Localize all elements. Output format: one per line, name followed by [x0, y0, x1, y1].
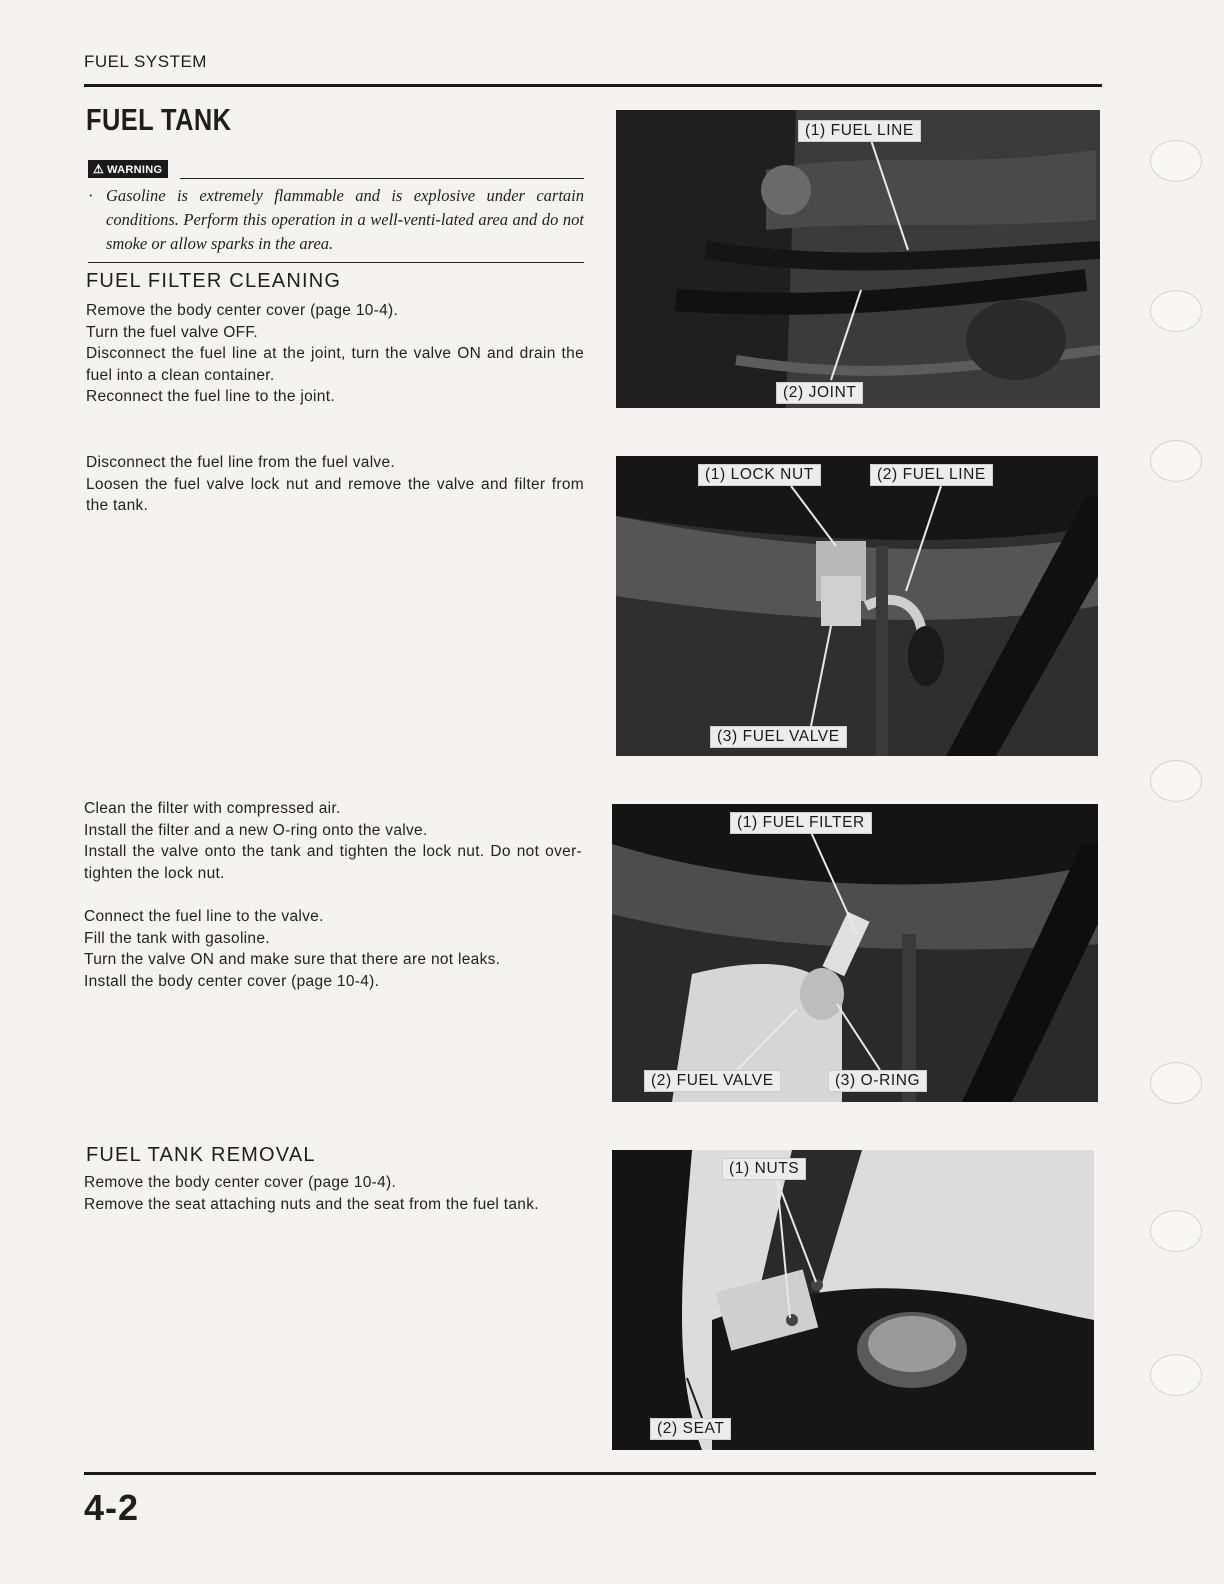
- callout-fuel-filter: (1) FUEL FILTER: [730, 812, 872, 834]
- warning-icon: ⚠: [93, 162, 105, 176]
- filter-cleaning-paragraph-1: [86, 300, 584, 408]
- callout-lock-nut: (1) LOCK NUT: [698, 464, 821, 486]
- photo-illustration: [612, 804, 1098, 1102]
- filter-cleaning-paragraph-4: [84, 906, 582, 992]
- instruction-line: Remove the body center cover (page 10-4).: [84, 1174, 397, 1191]
- binder-hole: [1150, 440, 1202, 482]
- filter-cleaning-paragraph-3: [84, 798, 582, 884]
- photo-fuel-filter-o-ring: [612, 804, 1098, 1102]
- warning-label: WARNING: [107, 164, 163, 176]
- binder-hole: [1150, 140, 1202, 182]
- warning-text: [88, 184, 584, 256]
- photo-illustration: [616, 110, 1100, 408]
- fuel-filter-cleaning-heading: FUEL FILTER CLEANING: [86, 270, 342, 292]
- instruction-line: Turn the fuel valve OFF.: [86, 323, 259, 341]
- instruction-line: Remove the body center cover (page 10-4).: [86, 302, 399, 319]
- photo-illustration: [616, 456, 1098, 756]
- instruction-line: Fill the tank with gasoline.: [84, 929, 270, 947]
- bullet-icon: ·: [88, 186, 94, 205]
- header-rule: [84, 84, 1102, 87]
- photo-fuel-line-joint: [616, 110, 1100, 408]
- binder-hole: [1150, 290, 1202, 332]
- binder-hole: [1150, 1062, 1202, 1104]
- instruction-line: Turn the valve ON and make sure that there are not leaks.: [84, 951, 501, 968]
- photo-seat-nuts: [612, 1150, 1094, 1450]
- callout-fuel-line: (1) FUEL LINE: [798, 120, 921, 142]
- callout-o-ring: (3) O-RING: [828, 1070, 927, 1092]
- photo-lock-nut-fuel-valve: [616, 456, 1098, 756]
- callout-seat: (2) SEAT: [650, 1418, 731, 1440]
- callout-fuel-valve: (2) FUEL VALVE: [644, 1070, 781, 1092]
- callout-fuel-valve: (3) FUEL VALVE: [710, 726, 847, 748]
- instruction-line: Install the valve onto the tank and tighten the lock nut. Do not over-tighten the lock nut.: [84, 843, 582, 882]
- footer-rule: [84, 1472, 1096, 1475]
- warning-rule-top: [180, 178, 584, 179]
- warning-badge: [88, 160, 168, 178]
- page-title: FUEL TANK: [86, 102, 232, 137]
- instruction-line: Install the body center cover (page 10-4).: [84, 972, 380, 990]
- instruction-line: Remove the seat attaching nuts and the seat from the fuel tank.: [84, 1195, 539, 1213]
- instruction-line: Reconnect the fuel line to the joint.: [86, 388, 335, 405]
- instruction-line: Install the filter and a new O-ring onto the valve.: [84, 821, 428, 839]
- warning-body: Gasoline is extremely flammable and is explosive under cartain conditions. Perform this operation in a well-venti-lated area and do not smoke or allow sparks in the area.: [106, 186, 584, 253]
- fuel-tank-removal-heading: FUEL TANK REMOVAL: [86, 1144, 316, 1166]
- binder-hole: [1150, 760, 1202, 802]
- instruction-line: Clean the filter with compressed air.: [84, 800, 341, 817]
- binder-hole: [1150, 1210, 1202, 1252]
- warning-rule-bottom: [88, 262, 584, 263]
- instruction-line: Disconnect the fuel line from the fuel valve.: [86, 454, 396, 471]
- instruction-line: Loosen the fuel valve lock nut and remove the valve and filter from the tank.: [86, 475, 584, 514]
- page-number: 4-2: [84, 1487, 140, 1528]
- photo-illustration: [612, 1150, 1094, 1450]
- callout-fuel-line: (2) FUEL LINE: [870, 464, 993, 486]
- filter-cleaning-paragraph-2: [86, 452, 584, 517]
- callout-nuts: (1) NUTS: [722, 1158, 806, 1180]
- tank-removal-paragraph: [84, 1172, 582, 1215]
- section-header: FUEL SYSTEM: [84, 52, 207, 71]
- callout-joint: (2) JOINT: [776, 382, 863, 404]
- instruction-line: Connect the fuel line to the valve.: [84, 908, 324, 925]
- binder-hole: [1150, 1354, 1202, 1396]
- instruction-line: Disconnect the fuel line at the joint, turn the valve ON and drain the fuel into a clean container.: [86, 345, 584, 384]
